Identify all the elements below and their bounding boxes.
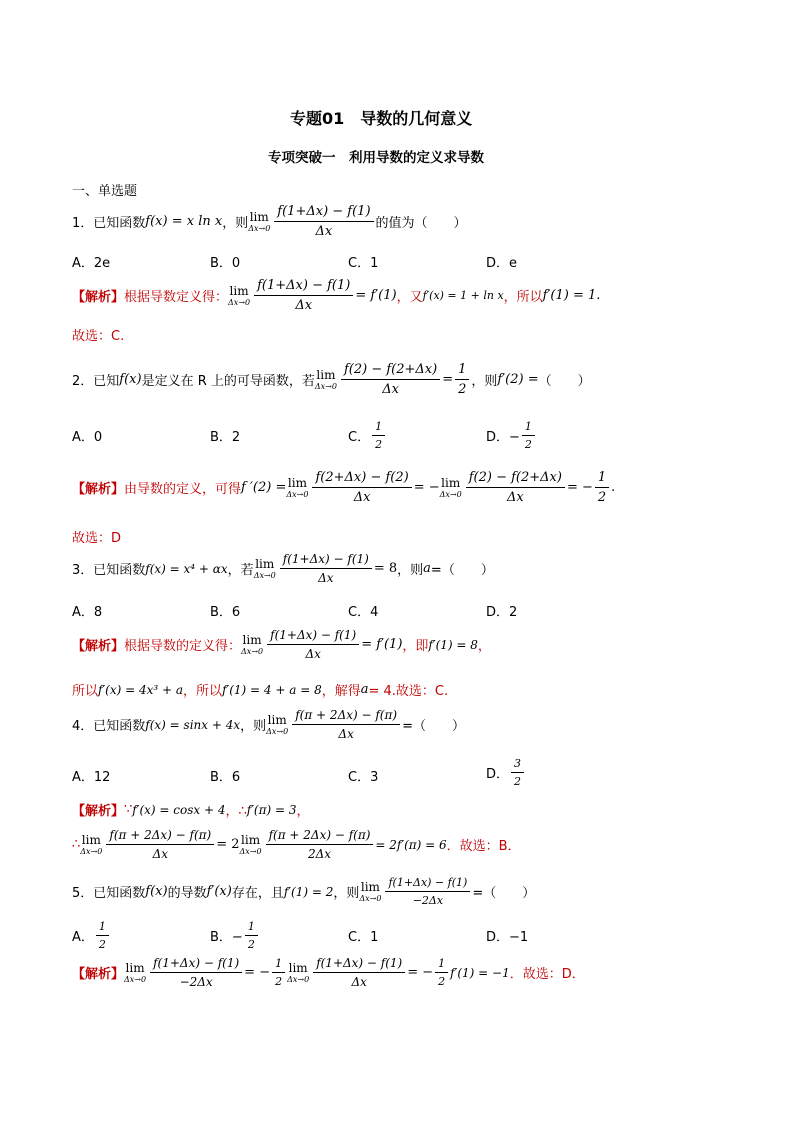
q3-option-b: B．6: [210, 605, 241, 620]
q1-analysis-text: 根据导数定义得：: [124, 290, 229, 305]
q5-option-d: D．−1: [486, 930, 529, 945]
q5-analysis-limit-2: lim Δx→0: [287, 961, 310, 984]
q4-option-a: A．12: [72, 770, 111, 785]
q3-eq: = 8: [373, 561, 398, 576]
analysis-label: 【解析】: [72, 639, 125, 654]
q5-analysis-result: f′(1) = −1: [450, 965, 510, 980]
q4-option-c: C．3: [348, 770, 379, 785]
q2-option-d: D．− $\frac{1}{2}$: [486, 420, 537, 451]
q1-mid: ，则: [222, 216, 249, 231]
q5-deriv: f′(x): [206, 884, 232, 899]
question-1: [72, 204, 467, 239]
q3-option-c: C．4: [348, 605, 379, 620]
q4-line2-result: = 2f′(π) = 6: [375, 837, 447, 852]
q5-value: f′(1) = 2: [283, 884, 334, 899]
q3-analysis-limit: lim Δx→0: [241, 633, 264, 656]
q3-analysis-result: f′(1) = 8: [428, 637, 478, 652]
q5-analysis-eq2: = −: [407, 965, 434, 980]
q5-prefix: 5．已知函数: [72, 886, 146, 901]
q3-mid: ，若: [227, 563, 254, 578]
q4-line2-eq: = 2: [216, 837, 240, 852]
q4-analysis-line-2: [72, 828, 521, 861]
page-subtitle: 专项突破一 利用导数的定义求导数: [268, 150, 484, 166]
q1-fraction: $\frac{f(1+\Delta x) - f(1)}{\Delta x}$: [274, 204, 373, 239]
q2-analysis-mid: = −: [413, 480, 440, 495]
question-4: [72, 708, 465, 741]
q4-line2-answer: ．故选：B．: [446, 839, 521, 854]
q1-analysis-eq: = f′(1): [355, 288, 397, 303]
q4-line2-therefore: ∴: [72, 837, 81, 852]
q1-function: f(x) = x ln x: [145, 214, 223, 229]
q2-answer: 故选：D: [72, 531, 122, 546]
q3-analysis-line-2: [72, 680, 448, 699]
q2-suffix-f: f′(2) =: [497, 372, 539, 387]
q5-mid: 的导数: [167, 886, 207, 901]
q3-limit: lim Δx→0: [253, 557, 276, 580]
q2-function: f(x): [119, 372, 142, 387]
q4-option-b: B．6: [210, 770, 241, 785]
q4-option-d: D． $\frac{3}{2}$: [486, 757, 526, 788]
q1-limit: lim Δx→0: [248, 210, 271, 233]
q5-analysis-fraction-1: $\frac{f(1+\Delta x) - f(1)}{-2\Delta x}$: [150, 956, 242, 989]
page-title: 专题01 导数的几何意义: [290, 109, 473, 128]
q4-line2-fraction-2: $\frac{f(\pi + 2\Delta x) - f(\pi)}{2\Delta x}$: [266, 828, 374, 861]
q1-option-b: B．0: [210, 256, 241, 271]
q2-option-a: A．0: [72, 430, 103, 445]
q4-analysis-result: f′(π) = 3: [246, 802, 297, 817]
q3-line2-end: ，解得: [321, 684, 361, 699]
q5-option-b: B．− $\frac{1}{2}$: [210, 920, 260, 951]
q4-suffix: =（ ）: [402, 719, 465, 734]
q5-mid3: ，则: [333, 886, 360, 901]
q5-answer: ．故选：D．: [509, 967, 585, 982]
q5-limit: lim Δx→0: [359, 880, 382, 903]
q4-analysis: [72, 800, 310, 819]
q5-option-a: A． $\frac{1}{2}$: [72, 920, 111, 951]
q3-line2-mid: ，所以: [183, 684, 223, 699]
q3-suffix-a: a: [423, 561, 431, 576]
q3-line2-eq: f′(1) = 4 + a = 8: [222, 682, 322, 697]
question-2: [72, 362, 591, 397]
q3-analysis-text: 根据导数的定义得：: [124, 639, 242, 654]
q1-option-c: C．1: [348, 256, 379, 271]
q5-mid2: 存在，且: [231, 886, 284, 901]
q3-fraction: $\frac{f(1+\Delta x) - f(1)}{\Delta x}$: [280, 552, 372, 585]
q1-analysis-limit: lim Δx→0: [228, 284, 251, 307]
q4-analysis-because: ∵: [124, 802, 133, 817]
q3-function: f(x) = x⁴ + αx: [145, 561, 228, 576]
q2-analysis-limit-2: lim Δx→0: [439, 476, 462, 499]
q3-suffix-pre: ，则: [397, 563, 424, 578]
q2-analysis: [72, 470, 615, 505]
q3-prefix: 3．已知函数: [72, 563, 146, 578]
q1-option-d: D．e: [486, 256, 518, 271]
q4-limit: lim Δx→0: [266, 713, 289, 736]
q1-analysis-result: f′(1) = 1.: [542, 288, 601, 303]
q1-answer: 故选：C.: [72, 329, 125, 344]
q4-function: f(x) = sinx + 4x: [145, 717, 241, 732]
q2-analysis-dot: .: [611, 480, 616, 495]
q4-line2-fraction-1: $\frac{f(\pi + 2\Delta x) - f(\pi)}{\Delta x}$: [106, 828, 214, 861]
q2-analysis-fraction-2: $\frac{f(2) - f(2+\Delta x)}{\Delta x}$: [466, 470, 565, 505]
q4-mid: ，则: [240, 719, 267, 734]
q3-suffix: =（ ）: [430, 563, 494, 578]
q3-option-d: D．2: [486, 605, 518, 620]
q5-suffix: =（ ）: [472, 886, 536, 901]
q3-analysis-fraction: $\frac{f(1+\Delta x) - f(1)}{\Delta x}$: [267, 628, 359, 661]
q5-fraction: $\frac{f(1+\Delta x) - f(1)}{-2\Delta x}$: [385, 876, 470, 907]
q1-analysis: [72, 278, 600, 313]
q3-analysis: [72, 628, 491, 661]
q4-analysis-comma: ，: [296, 804, 310, 819]
q1-analysis-end: ，所以: [503, 290, 543, 305]
q2-analysis-fraction-1: $\frac{f(2+\Delta x) - f(2)}{\Delta x}$: [312, 470, 411, 505]
q5-analysis: [72, 956, 585, 989]
q2-analysis-f: f ′(2) =: [241, 480, 287, 495]
analysis-label: 【解析】: [72, 967, 125, 982]
q2-analysis-limit-1: lim Δx→0: [286, 476, 309, 499]
q5-option-c: C．1: [348, 930, 379, 945]
q5-analysis-half-1: $\frac{1}{2}$: [272, 957, 285, 988]
q1-analysis-mid: ，又: [396, 290, 423, 305]
q2-suffix: （ ）: [538, 374, 591, 389]
q2-fraction: $\frac{f(2) - f(2+\Delta x)}{\Delta x}$: [341, 362, 440, 397]
q2-mid: 是定义在 R 上的可导函数，若: [141, 374, 315, 389]
q4-line2-limit-1: lim Δx→0: [80, 833, 103, 856]
q4-line2-limit-2: lim Δx→0: [239, 833, 262, 856]
q3-line2-deriv: f′(x) = 4x³ + a: [98, 682, 184, 697]
analysis-label: 【解析】: [72, 482, 125, 497]
q5-analysis-half-2: $\frac{1}{2}$: [435, 957, 448, 988]
section-heading: 一、单选题: [72, 184, 138, 199]
q4-analysis-mid: ，∴: [225, 804, 247, 819]
analysis-label: 【解析】: [72, 290, 125, 305]
q2-eq: =: [442, 372, 454, 387]
q5-analysis-eq1: = −: [244, 965, 271, 980]
analysis-label: 【解析】: [72, 804, 125, 819]
q2-option-c: C． $\frac{1}{2}$: [348, 420, 387, 451]
q3-line2-pre: 所以: [72, 684, 99, 699]
q3-analysis-eq: = f′(1): [361, 637, 403, 652]
q4-fraction: $\frac{f(\pi + 2\Delta x) - f(\pi)}{\Delta x}$: [292, 708, 400, 741]
q5-analysis-limit-1: lim Δx→0: [124, 961, 147, 984]
q3-line2-a: a: [360, 682, 369, 697]
question-5: [72, 876, 535, 907]
q1-analysis-fraction: $\frac{f(1+\Delta x) - f(1)}{\Delta x}$: [254, 278, 353, 313]
q5-function: f(x): [145, 884, 168, 899]
q3-line2-final: = 4.故选：C.: [368, 684, 449, 699]
q4-analysis-deriv: f′(x) = cosx + 4: [132, 802, 226, 817]
q2-half: $\frac{1}{2}$: [455, 362, 469, 397]
q2-prefix: 2．已知: [72, 374, 120, 389]
q1-suffix: 的值为（ ）: [375, 216, 467, 231]
q3-analysis-comma: ，: [477, 639, 491, 654]
q3-option-a: A．8: [72, 605, 103, 620]
q2-suffix-pre: ，则: [471, 374, 498, 389]
q2-analysis-end: = −: [566, 480, 593, 495]
q2-analysis-half: $\frac{1}{2}$: [595, 470, 609, 505]
q2-option-b: B．2: [210, 430, 241, 445]
q2-limit: lim Δx→0: [314, 368, 337, 391]
question-3: [72, 552, 494, 585]
q1-option-a: A．2e: [72, 256, 111, 271]
q3-analysis-mid: ，即: [402, 639, 429, 654]
q1-analysis-deriv: f′(x) = 1 + ln x: [422, 289, 504, 302]
q2-analysis-text: 由导数的定义，可得: [124, 482, 242, 497]
q5-analysis-fraction-2: $\frac{f(1+\Delta x) - f(1)}{\Delta x}$: [313, 956, 405, 989]
q1-prefix: 1．已知函数: [72, 216, 146, 231]
q4-prefix: 4．已知函数: [72, 719, 146, 734]
